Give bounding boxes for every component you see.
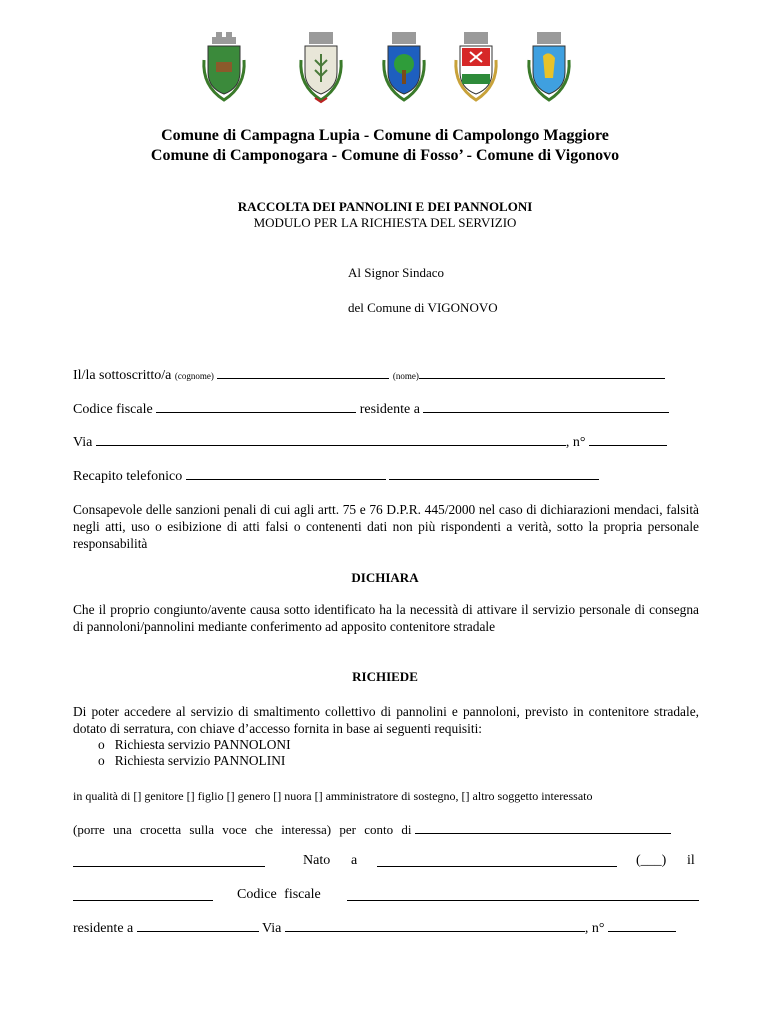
phone-field[interactable] [186, 468, 386, 480]
at-label: a [351, 853, 358, 868]
address-row [73, 434, 703, 451]
addressee-line-2: del Comune di VIGONOVO [348, 300, 498, 315]
option-marker: o [98, 737, 105, 752]
richiede-heading: RICHIEDE [352, 669, 418, 684]
option-marker: o [98, 753, 105, 768]
birthplace-field[interactable] [377, 855, 617, 867]
beneficiary-tax-row [73, 887, 699, 907]
vigonovo-crest-icon [525, 30, 573, 106]
municipalities-line-2: Comune di Camponogara - Comune di Fosso’ - Comune di Vigonovo [150, 147, 620, 164]
beneficiary-name-field-2[interactable] [73, 855, 265, 867]
name-field[interactable] [419, 367, 665, 379]
option-pannolini[interactable] [98, 753, 285, 769]
house-number-field[interactable] [589, 434, 667, 446]
born-label: Nato [303, 853, 331, 868]
phone-row [73, 468, 703, 485]
richiede-paragraph: Di poter accedere al servizio di smaltimento collettivo di pannolini e pannoloni, previsto in contenitore stradale, dotato di serratura, con chiave d’accesso fornita in base ai seguenti requisiti: [73, 704, 699, 736]
relation-line: in qualità di [] genitore [] figlio [] genero [] nuora [] amministratore di sostegno, [] altro soggetto interessato [73, 789, 593, 803]
undersigned-row [73, 367, 703, 384]
resident-city-field[interactable] [423, 401, 669, 413]
awareness-paragraph: Consapevole delle sanzioni penali di cui agli artt. 75 e 76 D.P.R. 445/2000 nel caso di dichiarazioni mendaci, falsità negli atti, uso o esibizione di atti falsi o contenenti dati non più rispondenti a verità, sotto la propria personale responsabilità [73, 502, 699, 551]
via-field[interactable] [96, 434, 566, 446]
camponogara-crest-icon [380, 30, 428, 106]
beneficiary-via-label: Via [262, 921, 282, 936]
on-label: il [687, 853, 695, 868]
beneficiary-number-label: , n° [584, 921, 605, 936]
dichiara-paragraph: Che il proprio congiunto/avente causa sotto identificato ha la necessità di attivare il servizio personale di consegna di pannoloni/pannolini mediante conferimento ad apposito contenitore stradale [73, 602, 699, 634]
option-pannoloni[interactable] [98, 737, 291, 753]
tax-code-row [73, 401, 703, 418]
campagna-lupia-crest-icon [200, 30, 248, 106]
phone-field-2[interactable] [389, 468, 599, 480]
fosso-crest-icon [452, 30, 500, 106]
beneficiary-tax-field[interactable] [347, 889, 699, 901]
beneficiary-via-field[interactable] [285, 920, 585, 932]
surname-field[interactable] [217, 367, 389, 379]
on-behalf-row [73, 822, 703, 838]
resident-label: residente a [359, 402, 420, 417]
form-subtitle: MODULO PER LA RICHIESTA DEL SERVIZIO [253, 215, 517, 230]
beneficiary-tax-label: Codice fiscale [237, 887, 321, 902]
on-behalf-label: (porre una crocetta sulla voce che interessa) per conto di [73, 822, 412, 837]
dichiara-heading: DICHIARA [351, 570, 419, 585]
beneficiary-city-field[interactable] [137, 920, 259, 932]
beneficiary-resident-label: residente a [73, 921, 134, 936]
form-title: RACCOLTA DEI PANNOLINI E DEI PANNOLONI [237, 199, 533, 214]
province-field[interactable]: (___) [636, 853, 667, 868]
option-label: Richiesta servizio PANNOLINI [114, 753, 286, 768]
surname-hint: (cognome) [174, 371, 214, 381]
beneficiary-address-row [73, 920, 703, 937]
via-label: Via [73, 435, 93, 450]
undersigned-label: Il/la sottoscritto/a [73, 368, 172, 383]
name-hint: (nome) [392, 371, 419, 381]
beneficiary-name-field[interactable] [415, 822, 671, 834]
number-label: , n° [565, 435, 586, 450]
option-label: Richiesta servizio PANNOLONI [114, 737, 291, 752]
tax-code-label: Codice fiscale [73, 402, 153, 417]
municipalities-line-1: Comune di Campagna Lupia - Comune di Campolongo Maggiore [161, 127, 609, 144]
beneficiary-number-field[interactable] [608, 920, 676, 932]
municipal-crests [0, 30, 770, 110]
birth-date-field[interactable] [73, 889, 213, 901]
addressee-line-1: Al Signor Sindaco [348, 265, 445, 280]
tax-code-field[interactable] [156, 401, 356, 413]
birth-row [73, 853, 699, 873]
phone-label: Recapito telefonico [73, 469, 183, 484]
campolongo-maggiore-crest-icon [297, 30, 345, 106]
